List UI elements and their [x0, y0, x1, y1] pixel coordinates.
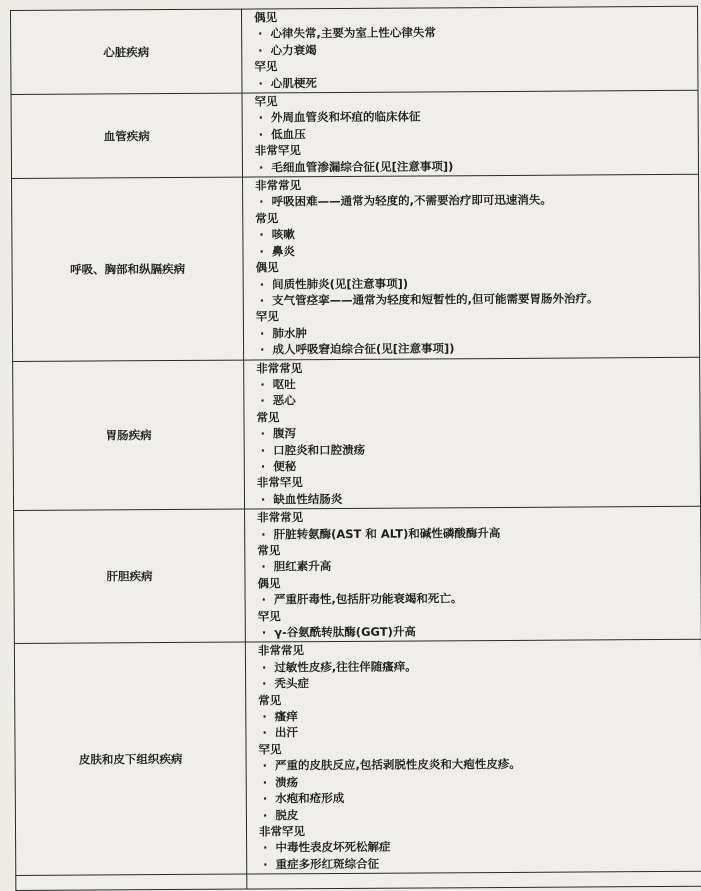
frequency-label: 罕见	[254, 59, 278, 74]
organ-system-cell: 心脏疾病	[11, 9, 243, 94]
reactions-cell	[245, 640, 701, 874]
reaction-text: 肺水肿	[272, 325, 307, 341]
reaction-text: 呕吐	[272, 377, 296, 392]
reaction-text: 支气管痉挛——通常为轻度和短暂性的,但可能需要胃肠外治疗。	[272, 291, 599, 308]
document-page	[8, 6, 701, 890]
reaction-item	[256, 339, 695, 358]
reaction-text: 腹泻	[272, 426, 297, 441]
organ-system-cell: 皮肤和皮下组织疾病	[14, 642, 246, 875]
reaction-text: 便秘	[273, 459, 297, 474]
table-row	[13, 357, 701, 511]
reaction-text: 出汗	[274, 725, 298, 740]
reaction-text: 成人呼吸窘迫综合征(见[注意事项])	[272, 341, 455, 357]
frequency-label: 常见	[258, 693, 282, 708]
frequency-label: 偶见	[255, 260, 279, 275]
reaction-text: 缺血性结肠炎	[273, 491, 343, 507]
table-row	[11, 6, 699, 94]
reaction-text: 心肌梗死	[270, 75, 317, 91]
organ-system-cell: 肝胆疾病	[14, 509, 246, 644]
table-row	[11, 90, 699, 178]
frequency-label: 非常罕见	[256, 475, 303, 490]
reaction-text: 低血压	[271, 127, 306, 142]
reaction-item	[255, 156, 694, 175]
reactions-cell	[242, 90, 699, 177]
reaction-text: γ-谷氨酰转肽酶(GGT)升高	[274, 624, 416, 640]
reaction-item	[257, 489, 696, 508]
frequency-label: 非常罕见	[258, 824, 306, 839]
frequency-label: 非常常见	[257, 643, 304, 658]
reaction-text: 过敏性皮疹,往往伴随瘙痒。	[274, 659, 417, 675]
frequency-label: 非常常见	[256, 360, 303, 376]
reactions-cell	[245, 506, 701, 642]
reactions-cell	[247, 871, 701, 889]
frequency-label: 非常常见	[255, 178, 302, 193]
reaction-text: 中毒性表皮坏死松解症	[275, 839, 391, 855]
organ-system-cell: 呼吸、胸部和纵膈疾病	[12, 177, 244, 361]
reactions-cell	[243, 174, 700, 359]
reaction-text: 严重肝毒性,包括肝功能衰竭和死亡。	[273, 591, 463, 607]
reaction-text: 水疱和疮形成	[275, 791, 345, 806]
table-row	[12, 174, 700, 361]
frequency-label: 常见	[256, 410, 280, 425]
reaction-text: 咳嗽	[271, 227, 295, 242]
reaction-text: 外周血管炎和坏疽的临床体征	[270, 109, 421, 125]
reactions-cell	[244, 357, 701, 509]
reaction-text: 间质性肺炎(见[注意事项])	[272, 276, 409, 291]
reaction-text: 口腔炎和口腔溃疡	[273, 442, 366, 457]
frequency-label: 罕见	[258, 742, 282, 757]
reactions-cell	[241, 6, 698, 93]
reaction-text: 恶心	[272, 393, 296, 408]
frequency-label: 常见	[257, 543, 281, 558]
organ-system-cell: 血管疾病	[11, 93, 243, 178]
reaction-text: 呼吸困难——通常为轻度的,不需要治疗即可迅速消失。	[271, 193, 552, 209]
frequency-label: 非常常见	[257, 510, 304, 525]
reaction-text: 心律失常,主要为室上性心律失常	[270, 25, 436, 41]
reaction-text: 重症多形红斑综合征	[275, 856, 380, 872]
frequency-label: 非常罕见	[254, 143, 301, 158]
frequency-label: 罕见	[255, 309, 279, 324]
reaction-text: 胆红素升高	[273, 559, 332, 574]
table-row	[14, 506, 701, 643]
frequency-label: 偶见	[257, 576, 281, 591]
organ-system-cell: 胃肠疾病	[13, 360, 245, 511]
reaction-text: 严重的皮肤反应,包括剥脱性皮炎和大疱性皮疹。	[274, 757, 521, 773]
reaction-item	[259, 854, 698, 873]
reaction-item	[254, 72, 693, 91]
reaction-text: 秃头症	[274, 676, 310, 691]
reaction-item	[258, 622, 697, 641]
frequency-label: 偶见	[254, 10, 278, 25]
table-row	[16, 871, 701, 890]
reaction-text: 溃疡	[275, 774, 299, 790]
adverse-reactions-table	[10, 6, 701, 891]
frequency-label: 罕见	[257, 608, 281, 624]
reaction-text: 毛细血管渗漏综合征(见[注意事项])	[271, 158, 454, 175]
reaction-text: 鼻炎	[271, 243, 295, 259]
reaction-text: 脱皮	[275, 807, 299, 822]
organ-system-cell	[16, 874, 247, 890]
table-row	[14, 640, 701, 876]
reaction-text: 肝脏转氨酶(AST 和 ALT)和碱性磷酸酶升高	[273, 525, 501, 541]
reaction-text: 瘙痒	[274, 709, 298, 724]
reaction-text: 心力衰竭	[270, 42, 317, 58]
frequency-label: 罕见	[254, 94, 278, 109]
frequency-label: 常见	[255, 211, 279, 226]
